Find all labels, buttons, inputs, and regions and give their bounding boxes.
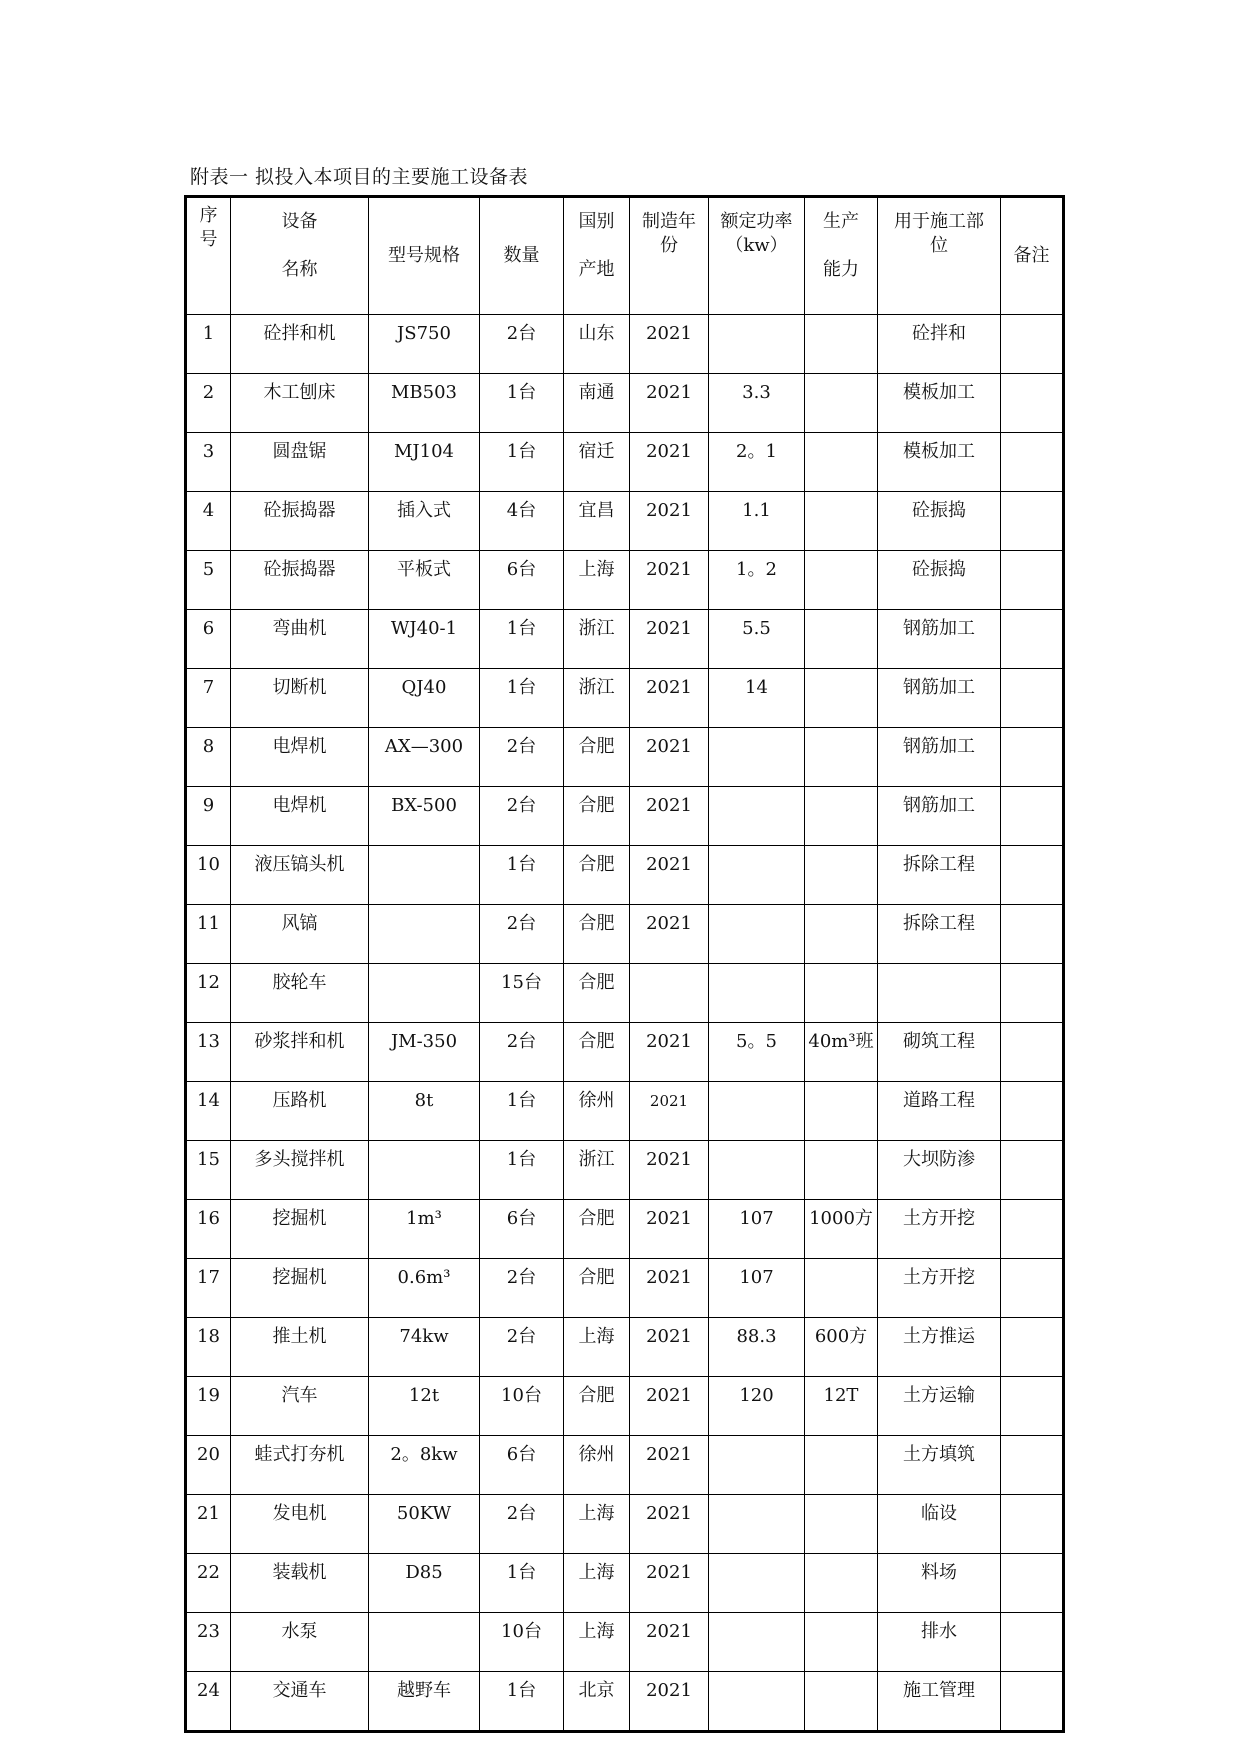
table-row: [186, 1613, 1064, 1672]
cell-quantity: 1台: [480, 1554, 564, 1613]
cell-quantity: 6台: [480, 551, 564, 610]
cell-origin: 合肥: [564, 905, 630, 964]
cell-origin: 南通: [564, 374, 630, 433]
cell-power: [709, 787, 805, 846]
cell-use: 土方运输: [878, 1377, 1001, 1436]
cell-capacity: [805, 1554, 878, 1613]
cell-seq: 9: [186, 787, 231, 846]
cell-capacity: [805, 492, 878, 551]
cell-use: 料场: [878, 1554, 1001, 1613]
cell-use: 临设: [878, 1495, 1001, 1554]
cell-seq: 18: [186, 1318, 231, 1377]
cell-year: 2021: [630, 1672, 709, 1732]
cell-power: [709, 1082, 805, 1141]
table-row: [186, 1495, 1064, 1554]
cell-year: 2021: [630, 1318, 709, 1377]
cell-model: 8t: [369, 1082, 480, 1141]
cell-capacity: 600方: [805, 1318, 878, 1377]
cell-capacity: [805, 315, 878, 374]
cell-name: 砼振捣器: [231, 551, 369, 610]
cell-year: 2021: [630, 1377, 709, 1436]
cell-power: 3.3: [709, 374, 805, 433]
table-row: [186, 1141, 1064, 1200]
cell-quantity: 1台: [480, 374, 564, 433]
cell-year: 2021: [630, 492, 709, 551]
header-seq: 序 号: [186, 197, 231, 315]
cell-remark: [1001, 1613, 1064, 1672]
cell-remark: [1001, 492, 1064, 551]
cell-model: [369, 1613, 480, 1672]
cell-year: 2021: [630, 374, 709, 433]
cell-model: 12t: [369, 1377, 480, 1436]
cell-power: [709, 905, 805, 964]
table-row: [186, 1672, 1064, 1732]
cell-model: [369, 846, 480, 905]
cell-quantity: 1台: [480, 1082, 564, 1141]
cell-capacity: [805, 669, 878, 728]
cell-name: 砼拌和机: [231, 315, 369, 374]
cell-use: 拆除工程: [878, 905, 1001, 964]
table-row: [186, 905, 1064, 964]
table-row: [186, 492, 1064, 551]
cell-quantity: 1台: [480, 846, 564, 905]
cell-use: 钢筋加工: [878, 787, 1001, 846]
cell-use: 施工管理: [878, 1672, 1001, 1732]
cell-remark: [1001, 964, 1064, 1023]
cell-use: [878, 964, 1001, 1023]
cell-year: 2021: [630, 1554, 709, 1613]
cell-seq: 2: [186, 374, 231, 433]
cell-use: 土方推运: [878, 1318, 1001, 1377]
cell-seq: 16: [186, 1200, 231, 1259]
header-quantity: 数量: [480, 197, 564, 315]
cell-seq: 24: [186, 1672, 231, 1732]
cell-capacity: [805, 1672, 878, 1732]
cell-year: 2021: [630, 905, 709, 964]
table-row: [186, 846, 1064, 905]
cell-model: WJ40-1: [369, 610, 480, 669]
cell-year: 2021: [630, 610, 709, 669]
table-row: [186, 1377, 1064, 1436]
cell-origin: 浙江: [564, 610, 630, 669]
cell-use: 大坝防渗: [878, 1141, 1001, 1200]
cell-remark: [1001, 1082, 1064, 1141]
cell-name: 风镐: [231, 905, 369, 964]
cell-name: 交通车: [231, 1672, 369, 1732]
cell-quantity: 1台: [480, 433, 564, 492]
cell-name: 装载机: [231, 1554, 369, 1613]
cell-quantity: 2台: [480, 1495, 564, 1554]
cell-seq: 8: [186, 728, 231, 787]
cell-model: 插入式: [369, 492, 480, 551]
cell-name: 胶轮车: [231, 964, 369, 1023]
cell-name: 液压镐头机: [231, 846, 369, 905]
cell-origin: 北京: [564, 1672, 630, 1732]
cell-use: 拆除工程: [878, 846, 1001, 905]
cell-quantity: 1台: [480, 1141, 564, 1200]
cell-remark: [1001, 551, 1064, 610]
table-row: [186, 964, 1064, 1023]
cell-remark: [1001, 1318, 1064, 1377]
cell-seq: 4: [186, 492, 231, 551]
cell-origin: 上海: [564, 1495, 630, 1554]
cell-power: [709, 1613, 805, 1672]
cell-origin: 宜昌: [564, 492, 630, 551]
cell-use: 砼拌和: [878, 315, 1001, 374]
cell-capacity: [805, 1613, 878, 1672]
cell-model: [369, 964, 480, 1023]
cell-name: 水泵: [231, 1613, 369, 1672]
cell-capacity: 12T: [805, 1377, 878, 1436]
cell-quantity: 1台: [480, 610, 564, 669]
cell-year: 2021: [630, 433, 709, 492]
cell-year: 2021: [630, 728, 709, 787]
table-body: [186, 315, 1064, 1732]
table-row: [186, 728, 1064, 787]
cell-remark: [1001, 1672, 1064, 1732]
cell-origin: 合肥: [564, 728, 630, 787]
cell-name: 汽车: [231, 1377, 369, 1436]
cell-use: 模板加工: [878, 374, 1001, 433]
table-row: [186, 1436, 1064, 1495]
header-year: 制造年 份: [630, 197, 709, 315]
cell-capacity: [805, 1436, 878, 1495]
cell-power: [709, 1554, 805, 1613]
cell-year: 2021: [630, 1436, 709, 1495]
cell-seq: 11: [186, 905, 231, 964]
cell-use: 钢筋加工: [878, 669, 1001, 728]
cell-power: 120: [709, 1377, 805, 1436]
cell-seq: 5: [186, 551, 231, 610]
cell-power: [709, 728, 805, 787]
cell-name: 挖掘机: [231, 1200, 369, 1259]
cell-remark: [1001, 433, 1064, 492]
cell-capacity: [805, 787, 878, 846]
cell-remark: [1001, 905, 1064, 964]
cell-origin: 徐州: [564, 1436, 630, 1495]
cell-remark: [1001, 1377, 1064, 1436]
cell-model: BX-500: [369, 787, 480, 846]
table-row: [186, 433, 1064, 492]
cell-use: 土方填筑: [878, 1436, 1001, 1495]
cell-origin: 上海: [564, 1318, 630, 1377]
cell-power: 14: [709, 669, 805, 728]
cell-name: 蛙式打夯机: [231, 1436, 369, 1495]
cell-seq: 22: [186, 1554, 231, 1613]
table-row: [186, 1082, 1064, 1141]
cell-year: 2021: [630, 1200, 709, 1259]
cell-origin: 上海: [564, 1554, 630, 1613]
cell-power: 5。5: [709, 1023, 805, 1082]
cell-capacity: [805, 1082, 878, 1141]
cell-power: 107: [709, 1200, 805, 1259]
cell-remark: [1001, 1023, 1064, 1082]
cell-seq: 12: [186, 964, 231, 1023]
cell-capacity: [805, 964, 878, 1023]
cell-year: 2021: [630, 1495, 709, 1554]
table-row: [186, 610, 1064, 669]
header-use: 用于施工部 位: [878, 197, 1001, 315]
cell-use: 砌筑工程: [878, 1023, 1001, 1082]
cell-model: MB503: [369, 374, 480, 433]
cell-use: 钢筋加工: [878, 610, 1001, 669]
cell-use: 土方开挖: [878, 1259, 1001, 1318]
cell-power: [709, 964, 805, 1023]
table-row: [186, 1023, 1064, 1082]
cell-capacity: 40m³班: [805, 1023, 878, 1082]
cell-origin: 宿迁: [564, 433, 630, 492]
cell-use: 钢筋加工: [878, 728, 1001, 787]
cell-power: 5.5: [709, 610, 805, 669]
cell-name: 木工刨床: [231, 374, 369, 433]
cell-year: 2021: [630, 669, 709, 728]
header-origin: 国别 产地: [564, 197, 630, 315]
cell-capacity: [805, 610, 878, 669]
cell-quantity: 1台: [480, 1672, 564, 1732]
cell-name: 切断机: [231, 669, 369, 728]
cell-use: 模板加工: [878, 433, 1001, 492]
cell-capacity: [805, 1259, 878, 1318]
cell-seq: 17: [186, 1259, 231, 1318]
cell-year: 2021: [630, 1259, 709, 1318]
cell-quantity: 2台: [480, 1023, 564, 1082]
cell-model: 74kw: [369, 1318, 480, 1377]
equipment-table: [184, 195, 1065, 1733]
cell-origin: 浙江: [564, 669, 630, 728]
cell-capacity: [805, 905, 878, 964]
cell-seq: 23: [186, 1613, 231, 1672]
cell-model: 越野车: [369, 1672, 480, 1732]
cell-quantity: 1台: [480, 669, 564, 728]
cell-seq: 7: [186, 669, 231, 728]
cell-name: 砂浆拌和机: [231, 1023, 369, 1082]
cell-use: 排水: [878, 1613, 1001, 1672]
cell-year: 2021: [630, 551, 709, 610]
cell-quantity: 6台: [480, 1436, 564, 1495]
cell-remark: [1001, 669, 1064, 728]
cell-name: 挖掘机: [231, 1259, 369, 1318]
cell-seq: 15: [186, 1141, 231, 1200]
cell-origin: 合肥: [564, 1023, 630, 1082]
cell-model: JS750: [369, 315, 480, 374]
cell-remark: [1001, 787, 1064, 846]
cell-use: 土方开挖: [878, 1200, 1001, 1259]
cell-model: 1m³: [369, 1200, 480, 1259]
table-caption: 附表一 拟投入本项目的主要施工设备表: [190, 166, 529, 188]
cell-quantity: 2台: [480, 1318, 564, 1377]
cell-seq: 21: [186, 1495, 231, 1554]
cell-capacity: [805, 728, 878, 787]
cell-quantity: 2台: [480, 905, 564, 964]
cell-quantity: 2台: [480, 315, 564, 374]
table-row: [186, 1200, 1064, 1259]
cell-name: 多头搅拌机: [231, 1141, 369, 1200]
cell-capacity: 1000方: [805, 1200, 878, 1259]
cell-quantity: 2台: [480, 787, 564, 846]
cell-use: 砼振捣: [878, 551, 1001, 610]
cell-capacity: [805, 433, 878, 492]
cell-name: 弯曲机: [231, 610, 369, 669]
cell-seq: 10: [186, 846, 231, 905]
cell-seq: 20: [186, 1436, 231, 1495]
cell-origin: 山东: [564, 315, 630, 374]
cell-name: 推土机: [231, 1318, 369, 1377]
cell-quantity: 2台: [480, 728, 564, 787]
cell-model: 平板式: [369, 551, 480, 610]
header-capacity: 生产 能力: [805, 197, 878, 315]
cell-remark: [1001, 1141, 1064, 1200]
cell-power: [709, 1141, 805, 1200]
cell-capacity: [805, 846, 878, 905]
header-name: 设备 名称: [231, 197, 369, 315]
cell-name: 发电机: [231, 1495, 369, 1554]
cell-name: 圆盘锯: [231, 433, 369, 492]
cell-power: [709, 1495, 805, 1554]
cell-quantity: 10台: [480, 1613, 564, 1672]
cell-remark: [1001, 1436, 1064, 1495]
cell-capacity: [805, 551, 878, 610]
cell-year: [630, 964, 709, 1023]
header-model: 型号规格: [369, 197, 480, 315]
cell-remark: [1001, 610, 1064, 669]
table-row: [186, 1554, 1064, 1613]
cell-power: [709, 846, 805, 905]
cell-seq: 14: [186, 1082, 231, 1141]
cell-power: 1.1: [709, 492, 805, 551]
table-row: [186, 1318, 1064, 1377]
cell-remark: [1001, 1554, 1064, 1613]
cell-remark: [1001, 728, 1064, 787]
cell-model: [369, 1141, 480, 1200]
cell-quantity: 4台: [480, 492, 564, 551]
cell-capacity: [805, 1495, 878, 1554]
cell-model: D85: [369, 1554, 480, 1613]
cell-remark: [1001, 1200, 1064, 1259]
cell-power: 1。2: [709, 551, 805, 610]
cell-model: 50KW: [369, 1495, 480, 1554]
cell-origin: 合肥: [564, 846, 630, 905]
cell-year: 2021: [630, 1141, 709, 1200]
cell-year: 2021: [630, 1082, 709, 1141]
cell-remark: [1001, 315, 1064, 374]
cell-origin: 合肥: [564, 1377, 630, 1436]
cell-origin: 浙江: [564, 1141, 630, 1200]
cell-year: 2021: [630, 1023, 709, 1082]
table-row: [186, 787, 1064, 846]
cell-quantity: 2台: [480, 1259, 564, 1318]
cell-model: [369, 905, 480, 964]
cell-name: 压路机: [231, 1082, 369, 1141]
cell-seq: 6: [186, 610, 231, 669]
cell-capacity: [805, 374, 878, 433]
cell-power: [709, 315, 805, 374]
cell-quantity: 10台: [480, 1377, 564, 1436]
table-header-row: [186, 197, 1064, 315]
cell-origin: 合肥: [564, 1200, 630, 1259]
cell-model: JM-350: [369, 1023, 480, 1082]
table-row: [186, 551, 1064, 610]
cell-year: 2021: [630, 315, 709, 374]
table-row: [186, 374, 1064, 433]
cell-model: QJ40: [369, 669, 480, 728]
header-power: 额定功率 （kw）: [709, 197, 805, 315]
cell-origin: 合肥: [564, 1259, 630, 1318]
cell-origin: 上海: [564, 1613, 630, 1672]
cell-name: 电焊机: [231, 787, 369, 846]
cell-power: 88.3: [709, 1318, 805, 1377]
cell-remark: [1001, 846, 1064, 905]
cell-year: 2021: [630, 787, 709, 846]
table-row: [186, 315, 1064, 374]
cell-remark: [1001, 1259, 1064, 1318]
cell-quantity: 6台: [480, 1200, 564, 1259]
cell-seq: 13: [186, 1023, 231, 1082]
cell-quantity: 15台: [480, 964, 564, 1023]
table-row: [186, 669, 1064, 728]
cell-year: 2021: [630, 846, 709, 905]
cell-power: [709, 1436, 805, 1495]
cell-model: 2。8kw: [369, 1436, 480, 1495]
cell-model: MJ104: [369, 433, 480, 492]
cell-power: 2。1: [709, 433, 805, 492]
cell-capacity: [805, 1141, 878, 1200]
cell-use: 道路工程: [878, 1082, 1001, 1141]
cell-model: AX—300: [369, 728, 480, 787]
table-row: [186, 1259, 1064, 1318]
cell-origin: 合肥: [564, 964, 630, 1023]
cell-seq: 1: [186, 315, 231, 374]
cell-model: 0.6m³: [369, 1259, 480, 1318]
cell-origin: 徐州: [564, 1082, 630, 1141]
cell-use: 砼振捣: [878, 492, 1001, 551]
cell-name: 砼振捣器: [231, 492, 369, 551]
cell-name: 电焊机: [231, 728, 369, 787]
cell-power: [709, 1672, 805, 1732]
cell-origin: 合肥: [564, 787, 630, 846]
cell-year: 2021: [630, 1613, 709, 1672]
cell-remark: [1001, 374, 1064, 433]
cell-seq: 19: [186, 1377, 231, 1436]
cell-remark: [1001, 1495, 1064, 1554]
cell-seq: 3: [186, 433, 231, 492]
cell-origin: 上海: [564, 551, 630, 610]
header-remark: 备注: [1001, 197, 1064, 315]
cell-power: 107: [709, 1259, 805, 1318]
